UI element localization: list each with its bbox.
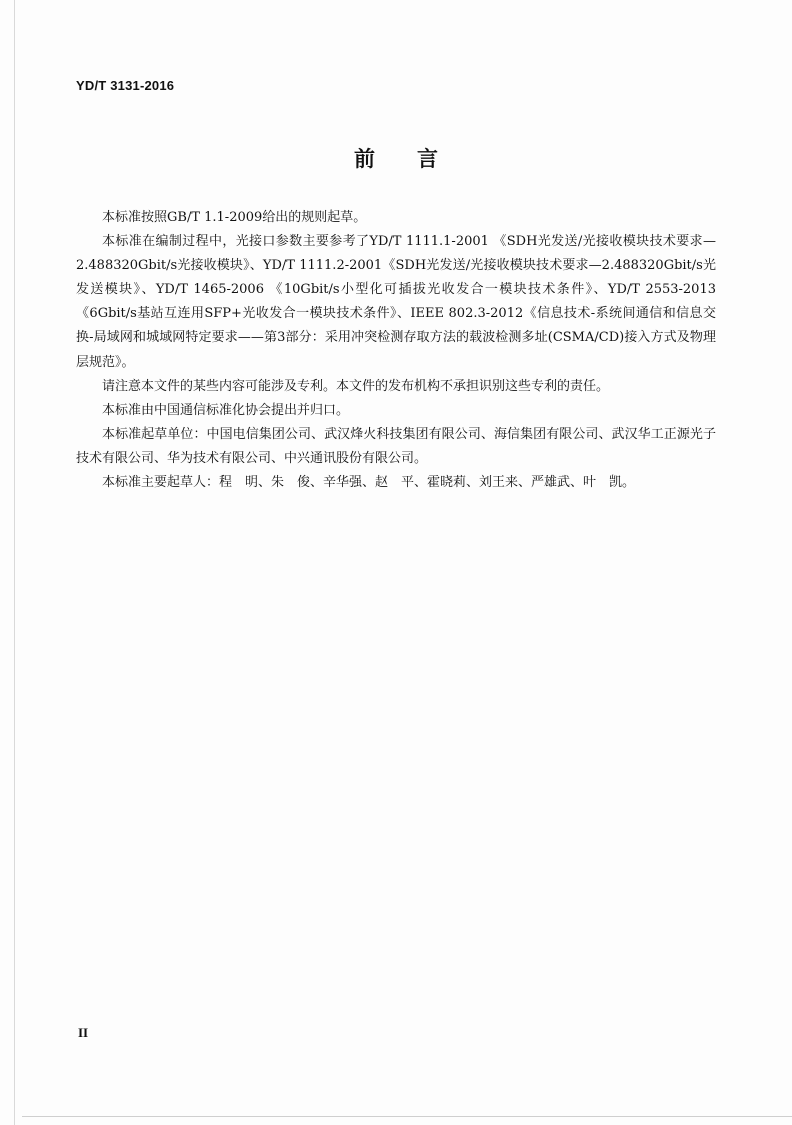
page-title bbox=[0, 143, 792, 173]
paragraph-proposer: 本标准由中国通信标准化协会提出并归口。 bbox=[102, 402, 350, 418]
title-char-left: 前 bbox=[354, 146, 375, 171]
paragraph-patent-notice: 请注意本文件的某些内容可能涉及专利。本文件的发布机构不承担识别这些专利的责任。 bbox=[102, 378, 610, 394]
paragraph-drafting-units: 本标准起草单位：中国电信集团公司、武汉烽火科技集团有限公司、海信集团有限公司、武汉华工正源光子技术有限公司、华为技术有限公司、中兴通讯股份有限公司。 bbox=[76, 426, 716, 466]
paragraph-drafting-rules: 本标准按照GB/T 1.1-2009给出的规则起草。 bbox=[102, 210, 367, 225]
paragraph-references: 本标准在编制过程中，光接口参数主要参考了YD/T 1111.1-2001 《SDH光发送/光接收模块技术要求—2.488320Gbit/s光接收模块》、YD/T 1111.2-2001《SDH光发送/光接收模块技术要求—2.488320Gbit/s光发送模块》、YD/T 1465-2006 《10Gbit/s小型化可插拔光收发合一模块技术条件》、YD/T 2553-2013《6Gbit/s基站互连用SFP+光收发合一模块技术条件》、IEEE 802.3-2012《信息技术-系统间通信和信息交换-局域网和城域网特定要求——第3部分：采用冲突检测存取方法的载波检测多址(CSMA/CD)接入方式及物理层规范》。 bbox=[76, 234, 716, 370]
foreword-body bbox=[76, 206, 716, 495]
scan-bottom-line bbox=[22, 1116, 792, 1117]
paragraph-drafters: 本标准主要起草人：程 明、朱 俊、辛华强、赵 平、霍晓莉、刘王来、严雄武、叶 凯。 bbox=[102, 475, 636, 491]
page-number: II bbox=[78, 1025, 89, 1040]
standard-code: YD/T 3131-2016 bbox=[76, 78, 175, 93]
title-char-right: 言 bbox=[417, 146, 438, 171]
